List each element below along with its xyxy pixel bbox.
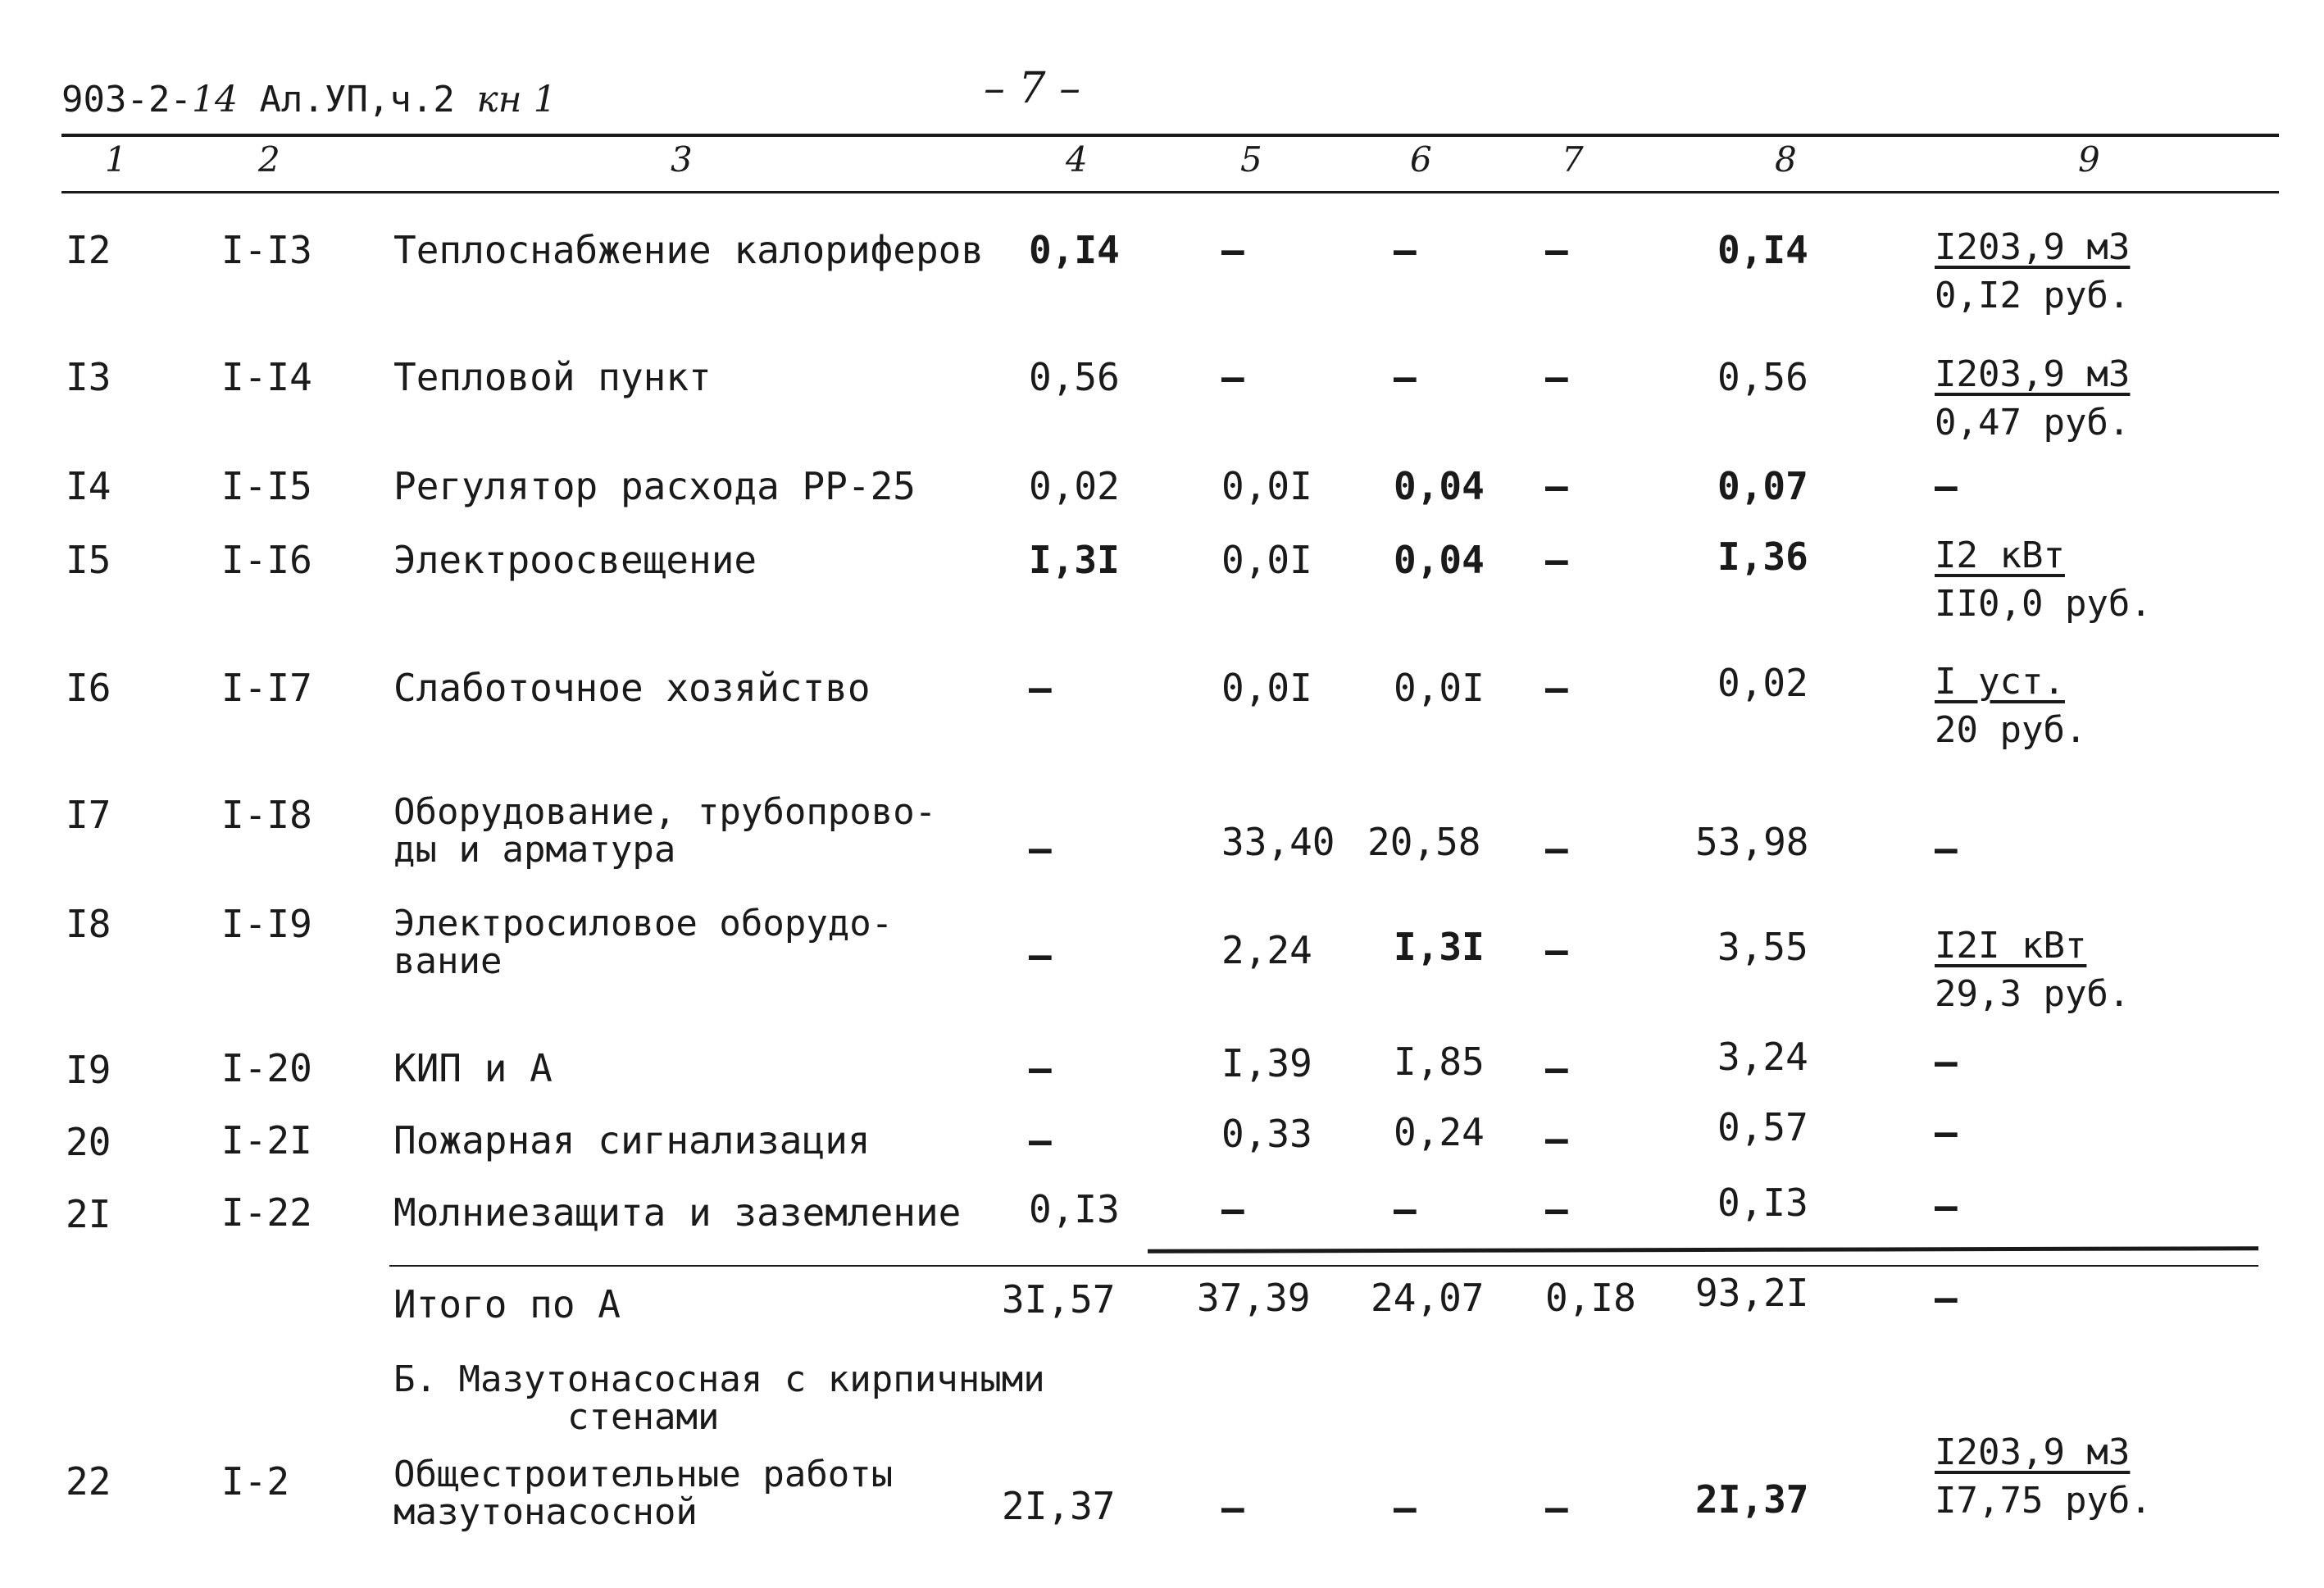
row-name [393, 791, 937, 871]
row-name: Регулятор расхода РР-25 [393, 464, 916, 508]
col9-fraction [1935, 226, 2130, 316]
column-header-3: 3 [671, 139, 693, 180]
total-col8: 93,2I [1695, 1271, 1809, 1315]
col9-numerator: I2I кВт [1935, 925, 2087, 967]
row-name-line-2: ды и арматура [393, 829, 676, 871]
total-rule-thin [389, 1265, 2258, 1267]
col6-value: 0,0I [1394, 666, 1485, 710]
col7-value: – [1545, 666, 1568, 710]
col9-numerator: I2 кВт [1935, 535, 2065, 576]
total-col5: 37,39 [1197, 1276, 1311, 1320]
row-name: Электроосвещение [393, 538, 757, 582]
row-number: I9 [66, 1048, 111, 1092]
col5-value: – [1221, 1187, 1244, 1231]
column-header-4: 4 [1066, 139, 1088, 180]
col5-value: – [1221, 228, 1244, 272]
col9-value: – [1935, 1040, 1958, 1084]
col8-value: 0,56 [1717, 355, 1808, 399]
col9-fraction [1935, 353, 2130, 444]
document-code [61, 79, 557, 121]
col9-denominator: 0,I2 руб. [1935, 275, 2131, 316]
col9-denominator: II0,0 руб. [1935, 583, 2152, 625]
col9-numerator: I203,9 м3 [1935, 226, 2131, 268]
col8-value: 2I,37 [1695, 1477, 1809, 1522]
row-number: 2I [66, 1192, 111, 1236]
col6-value: 0,04 [1394, 538, 1485, 582]
section-heading [393, 1358, 1045, 1438]
col9-fraction [1935, 661, 2086, 751]
row-number: I3 [66, 355, 111, 399]
col6-value: 0,04 [1394, 464, 1485, 508]
section-heading-line-2: стенами [567, 1396, 720, 1438]
col8-value: 3,24 [1717, 1035, 1808, 1079]
header-bottom-rule [61, 191, 2279, 193]
col7-value: – [1545, 355, 1568, 399]
col4-value: – [1029, 666, 1052, 710]
col6-value: – [1394, 355, 1417, 399]
col6-value: 0,24 [1394, 1110, 1485, 1154]
row-code: I-I6 [221, 538, 312, 582]
row-name: Молниезащита и заземление [393, 1190, 962, 1235]
document-code-printed: 903-2- [61, 79, 192, 121]
section-heading-line-1: Б. Мазутонасосная с кирпичными [393, 1358, 1045, 1400]
row-code: I-2I [221, 1118, 312, 1163]
col5-value: – [1221, 355, 1244, 399]
col9-value: – [1935, 1184, 1958, 1228]
row-number: I8 [66, 902, 111, 946]
col7-value: – [1545, 1046, 1568, 1090]
document-code-handwritten-book: кн 1 [476, 79, 557, 121]
row-code: I-20 [221, 1046, 312, 1090]
row-name-line-2: мазутонасосной [393, 1491, 698, 1533]
col7-value: – [1545, 928, 1568, 972]
col9-denominator: 20 руб. [1935, 709, 2087, 751]
col8-value: 0,07 [1717, 464, 1808, 508]
col7-value: – [1545, 826, 1568, 871]
col4-value: 0,02 [1029, 464, 1120, 508]
col5-value: 0,33 [1221, 1112, 1312, 1156]
col7-value: – [1545, 228, 1568, 272]
col8-value: 0,57 [1717, 1105, 1808, 1149]
total-col6: 24,07 [1371, 1276, 1485, 1320]
col8-value: 0,I4 [1717, 228, 1808, 272]
row-name [393, 905, 893, 981]
row-name: Теплоснабжение калориферов [393, 228, 985, 272]
page-number: – 7 – [984, 64, 1081, 113]
col6-value: – [1394, 1187, 1417, 1231]
col9-denominator: 29,3 руб. [1935, 973, 2131, 1015]
col5-value: – [1221, 1486, 1244, 1530]
column-header-8: 8 [1775, 139, 1797, 180]
col8-value: 3,55 [1717, 925, 1808, 969]
row-code: I-I3 [221, 228, 312, 272]
col5-value: 0,0I [1221, 666, 1312, 710]
row-number: I7 [66, 793, 111, 837]
row-number: I5 [66, 538, 111, 582]
col9-numerator: I203,9 м3 [1935, 353, 2131, 395]
col9-fraction [1935, 535, 2152, 625]
col6-value: 20,58 [1367, 820, 1481, 864]
row-name [393, 1456, 893, 1531]
col9-denominator: 0,47 руб. [1935, 402, 2131, 444]
col4-value: – [1029, 1118, 1052, 1163]
col4-value: – [1029, 826, 1052, 871]
col7-value: – [1545, 1486, 1568, 1530]
row-name-line-1: Оборудование, трубопрово- [393, 791, 937, 833]
col6-value: I,85 [1394, 1040, 1485, 1084]
document-code-rest: Ал.УП,ч.2 [237, 79, 477, 121]
col7-value: – [1545, 464, 1568, 508]
total-col7: 0,I8 [1545, 1276, 1636, 1320]
row-name: Тепловой пункт [393, 355, 712, 399]
document-code-handwritten: 14 [191, 79, 238, 121]
row-name: КИП и А [393, 1046, 553, 1090]
col9-numerator: I уст. [1935, 661, 2065, 703]
row-number: 22 [66, 1459, 111, 1504]
col9-value: – [1935, 1110, 1958, 1154]
row-number: I2 [66, 228, 111, 272]
column-header-9: 9 [2078, 139, 2100, 180]
col6-value: – [1394, 1486, 1417, 1530]
col4-value: 0,56 [1029, 355, 1120, 399]
row-number: I6 [66, 666, 111, 710]
col7-value: – [1545, 1117, 1568, 1161]
row-code: I-I8 [221, 793, 312, 837]
col9-fraction [1935, 925, 2130, 1015]
col9-denominator: I7,75 руб. [1935, 1480, 2152, 1522]
col9-numerator: I203,9 м3 [1935, 1431, 2131, 1473]
col8-value: 0,I3 [1717, 1181, 1808, 1225]
column-header-1: 1 [105, 139, 127, 180]
total-label: Итого по А [393, 1282, 621, 1326]
col6-value: – [1394, 228, 1417, 272]
row-code: I-2 [221, 1459, 290, 1504]
row-code: I-I5 [221, 464, 312, 508]
row-name-line-1: Общестроительные работы [393, 1454, 894, 1495]
col7-value: – [1545, 1187, 1568, 1231]
col8-value: 53,98 [1695, 820, 1809, 864]
total-col4: 3I,57 [1002, 1277, 1116, 1322]
col5-value: 0,0I [1221, 538, 1312, 582]
row-code: I-22 [221, 1190, 312, 1235]
row-name: Слаботочное хозяйство [393, 666, 871, 710]
col8-value: 0,02 [1717, 661, 1808, 705]
column-header-2: 2 [258, 139, 280, 180]
row-code: I-I7 [221, 666, 312, 710]
col4-value: 0,I4 [1029, 228, 1120, 272]
row-number: I4 [66, 464, 111, 508]
col5-value: I,39 [1221, 1041, 1312, 1085]
column-header-7: 7 [1562, 139, 1584, 180]
row-name-line-1: Электросиловое оборудо- [393, 903, 894, 944]
col4-value: – [1029, 933, 1052, 977]
header-top-rule [61, 134, 2279, 137]
col4-value: – [1029, 1046, 1052, 1090]
row-number: 20 [66, 1120, 111, 1164]
col9-value: – [1935, 464, 1958, 508]
column-header-6: 6 [1410, 139, 1432, 180]
row-code: I-I9 [221, 902, 312, 946]
total-col9: – [1935, 1276, 1958, 1320]
col5-value: 33,40 [1221, 820, 1335, 864]
col9-value: – [1935, 826, 1958, 871]
col4-value: 0,I3 [1029, 1187, 1120, 1231]
col5-value: 2,24 [1221, 928, 1312, 972]
col8-value: I,36 [1717, 535, 1808, 579]
col4-value: 2I,37 [1002, 1484, 1116, 1528]
row-name: Пожарная сигнализация [393, 1118, 871, 1163]
col7-value: – [1545, 538, 1568, 582]
row-name-line-2: вание [393, 940, 503, 982]
total-rule-thick [1148, 1246, 2258, 1254]
row-code: I-I4 [221, 355, 312, 399]
col5-value: 0,0I [1221, 464, 1312, 508]
col6-value: I,3I [1394, 925, 1485, 969]
col4-value: I,3I [1029, 538, 1120, 582]
column-header-5: 5 [1240, 139, 1262, 180]
col9-fraction [1935, 1431, 2152, 1522]
